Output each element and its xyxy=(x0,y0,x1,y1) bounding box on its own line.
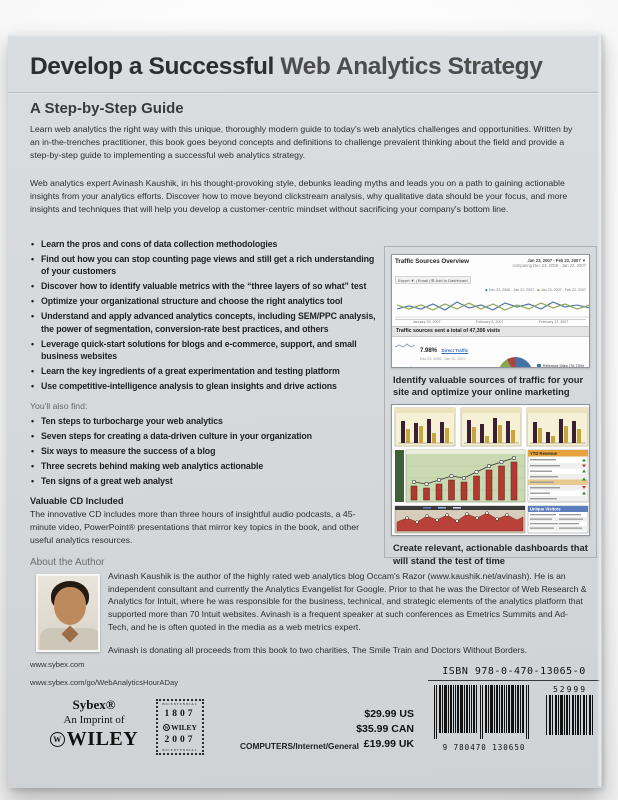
author-bio: Avinash Kaushik is the author of the highly rated web analytics blog Occam's Razor (www.kaushik.net/avinash). He is an independent consultant and currently the Analytics Evangelist for Google. Prior to that he was the Director of Web Research & Analytics for Intuit, where he was responsible for the business, technical, and strategic elements of the analytics platform that supported more than 70 Intuit websites. Avinash is a frequent speaker at such conferences as Emetrics Summits and Ad-Tech, and he is often quoted in the media as a web metrics expert. xyxy=(108,571,587,632)
price-block xyxy=(308,707,414,752)
legend-pct: (76.73%) xyxy=(568,363,585,368)
ytd-revenue-table xyxy=(528,450,588,502)
analytics-toolbar: Export ▼ | Email | ⊞ Add to Dashboard xyxy=(395,276,471,284)
dashboard-graphic xyxy=(393,406,590,534)
ean-barcode xyxy=(434,685,534,741)
bicentennial-stamp xyxy=(156,699,204,755)
book-category: COMPUTERS/Internet/General xyxy=(240,741,359,751)
author-photo-face xyxy=(54,587,86,625)
barcode-supplement-number: 52999 xyxy=(552,685,588,694)
supplement-barcode xyxy=(546,695,594,737)
wiley-logo-icon: W xyxy=(50,732,65,747)
price-us: $29.99 US xyxy=(364,708,414,720)
list-item: • Optimize your organizational structure and choose the right analytics tool xyxy=(30,295,382,307)
traffic-source-text xyxy=(420,363,476,368)
analytics-screenshot xyxy=(391,254,590,368)
dashboard-screenshot xyxy=(391,404,590,536)
book-back-cover xyxy=(8,33,602,788)
title-part-2: Web Analytics Strategy xyxy=(273,53,543,80)
traffic-breakdown xyxy=(395,339,586,369)
analytics-date-range xyxy=(512,258,586,269)
stamp-publisher: WILEY xyxy=(171,722,197,732)
traffic-source-row xyxy=(395,363,498,368)
barcode-area xyxy=(432,685,600,757)
wiley-logo-icon: W xyxy=(164,724,169,730)
traffic-line-chart xyxy=(395,293,590,319)
legend-label: Referring Sites xyxy=(542,363,568,368)
publisher-name: WILEY xyxy=(66,728,139,750)
series-dot-icon: ◆ xyxy=(537,287,540,292)
stamp-year-bottom: 2007 xyxy=(164,734,196,745)
list-item: • Use competitive-intelligence analysis to glean insights and drive actions xyxy=(30,380,382,392)
publisher-logo-row xyxy=(38,728,150,751)
stamp-edge-text: BICENTENNIAL xyxy=(162,748,198,752)
cd-heading: Valuable CD Included xyxy=(30,496,124,507)
traffic-dates: Dec 23, 2006 - Jan 22, 2007 xyxy=(420,356,466,361)
chart-x-axis xyxy=(395,319,586,324)
x-axis-label: February 5, 2007 xyxy=(476,319,504,324)
traffic-pct: 7.98% xyxy=(420,347,438,354)
x-axis-label: February 12, 2007 xyxy=(538,319,569,324)
isbn-number: ISBN 978-0-470-13065-0 xyxy=(428,666,600,681)
intro-paragraph-1: Learn web analytics the right way with this unique, thoroughly modern guide to today's web analytics challenges and opportunities. Written by an in-the-trenches practitioner, this book goes beyond concepts and definitions to challenge prevalent thinking about the field and provide a step-by-step guide to implementing a successful web analytics strategy. xyxy=(30,124,573,161)
list-item: • Ten signs of a great web analyst xyxy=(30,475,382,487)
book-subtitle: A Step-by-Step Guide xyxy=(30,100,184,117)
list-item: • Discover how to identify valuable metrics with the “three layers of so what” test xyxy=(30,280,382,292)
pie-legend xyxy=(537,364,586,368)
traffic-source-text xyxy=(420,339,468,361)
sparkline-icon xyxy=(395,341,417,349)
list-item: • Leverage quick-start solutions for blogs and e-commerce, support, and small business websites xyxy=(30,338,382,363)
traffic-label: Direct Traffic xyxy=(441,347,469,353)
series-1-label: Dec 23, 2006 - Jan 22, 2007 xyxy=(488,287,535,292)
date-range-value: Jan 23, 2007 - Feb 22, 2007 ▼ xyxy=(527,258,586,263)
price-can: $35.99 CAN xyxy=(356,723,414,735)
screenshots-column xyxy=(384,246,597,566)
dashboard-table-title: YTD Revenue xyxy=(530,451,557,457)
sparkline-icon xyxy=(395,365,417,368)
intro-paragraph-2: Web analytics expert Avinash Kaushik, in his thought-provoking style, debunks leading myths and leads you on a path to gaining actionable insights from your analytics efforts. Discover how to move beyond clickstream analysis, why qualitative data should be your focus, and more insights and techniques that will help you develop a customer-centric mindset without sacrificing your company's bottom line. xyxy=(30,178,568,215)
screenshot-caption-1: Identify valuable sources of traffic for your site and optimize your online marketing xyxy=(393,374,584,398)
author-photo xyxy=(36,574,100,652)
unique-visitors-table xyxy=(528,506,588,533)
referrer-area-chart xyxy=(395,506,525,533)
analytics-header xyxy=(395,258,586,269)
price-uk: £19.99 UK xyxy=(363,738,414,750)
about-author-heading: About the Author xyxy=(30,557,105,568)
barcode-number: 9 780470 130650 xyxy=(442,743,526,752)
stamp-publisher-row xyxy=(158,723,202,732)
stamp-year-top: 1807 xyxy=(164,709,196,720)
traffic-summary-bar: Traffic sources sent a total of 47,306 visits xyxy=(392,326,589,337)
traffic-pie-chart xyxy=(498,357,533,368)
dashboard-table-title: Unique Visitors xyxy=(530,507,561,513)
donation-note: Avinash is donating all proceeds from this book to two charities, The Smile Train and Doctors Without Borders. xyxy=(108,645,528,655)
x-axis-label: January 29, 2007 xyxy=(412,319,441,324)
series-dot-icon: ◆ xyxy=(484,287,488,292)
imprint-name: Sybex® xyxy=(72,697,116,712)
publisher-imprint xyxy=(38,697,150,751)
traffic-source-rows xyxy=(395,339,498,369)
mini-bar-chart xyxy=(527,408,588,446)
list-item: • Seven steps for creating a data-driven culture in your organization xyxy=(30,430,382,442)
key-points-list xyxy=(30,238,382,393)
pie-legend-item xyxy=(537,364,586,368)
chart-series-legend xyxy=(395,288,586,292)
publisher-url: www.sybex.com xyxy=(30,660,85,669)
series-2-label: Jan 23, 2007 - Feb 22, 2007 xyxy=(540,287,586,292)
date-range-comparing: comparing Dec 23, 2006 - Jan 22, 2007 xyxy=(512,263,586,269)
list-item: • Three secrets behind making web analytics actionable xyxy=(30,460,382,472)
list-item: • Learn the pros and cons of data collection methodologies xyxy=(30,238,382,250)
screenshot-caption-2: Create relevant, actionable dashboards that will stand the test of time xyxy=(393,542,588,566)
title-part-1: Develop a Successful xyxy=(30,53,274,80)
stamp-edge-text: BICENTENNIAL xyxy=(162,702,198,706)
list-item: • Understand and apply advanced analytics concepts, including SEM/PPC analysis, the power of segmentation, conversion-rate best practices, and others xyxy=(30,310,382,335)
analytics-report-title: Traffic Sources Overview xyxy=(395,258,469,265)
book-title xyxy=(30,53,582,81)
title-divider xyxy=(8,92,602,94)
mini-bar-chart xyxy=(395,408,455,446)
traffic-source-row xyxy=(395,339,498,361)
revenue-column-chart xyxy=(395,450,525,502)
imprint-line: An Imprint of xyxy=(63,714,125,726)
mini-bar-chart xyxy=(461,408,521,446)
list-item: • Six ways to measure the success of a blog xyxy=(30,445,382,457)
pie-chart-area xyxy=(498,339,586,369)
list-item: • Learn the key ingredients of a great experimentation and testing platform xyxy=(30,365,382,377)
list-item: • Find out how you can stop counting page views and still get a rich understanding of your customers xyxy=(30,253,382,278)
book-page-url: www.sybex.com/go/WebAnalyticsHourADay xyxy=(30,678,178,687)
also-find-heading: You'll also find: xyxy=(30,400,88,411)
also-find-list xyxy=(30,415,382,487)
list-item: • Ten steps to turbocharge your web analytics xyxy=(30,415,382,427)
legend-swatch-icon xyxy=(537,364,541,368)
key-points-column xyxy=(30,238,382,547)
cd-description: The innovative CD includes more than three hours of insightful audio podcasts, a 45-minute video, PowerPoint® presentations that mirror key topics in the book, and other useful analytics resources. xyxy=(30,509,359,546)
